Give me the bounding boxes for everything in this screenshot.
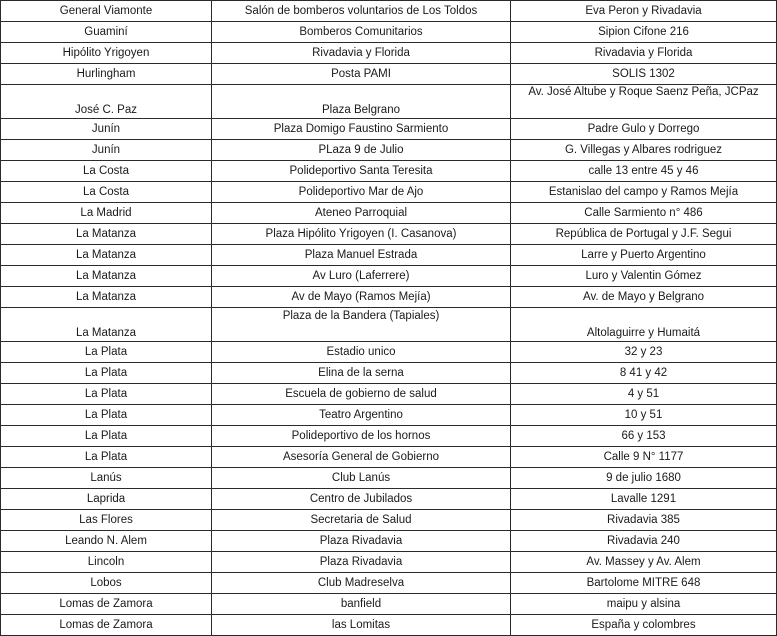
table-row xyxy=(1,594,777,615)
venue-cell: Teatro Argentino xyxy=(212,405,511,426)
venue-cell: Polideportivo de los hornos xyxy=(212,426,511,447)
table-row xyxy=(1,363,777,384)
table-row xyxy=(1,489,777,510)
table-row xyxy=(1,224,777,245)
address-cell: Av. Massey y Av. Alem xyxy=(511,552,777,573)
table-row xyxy=(1,615,777,636)
municipality-cell: Junín xyxy=(1,119,212,140)
municipality-cell: General Viamonte xyxy=(1,1,212,22)
municipality-cell: José C. Paz xyxy=(1,85,212,119)
venue-cell: Salón de bomberos voluntarios de Los Toldos xyxy=(212,1,511,22)
venue-cell: Elina de la serna xyxy=(212,363,511,384)
table-row xyxy=(1,245,777,266)
municipality-cell: La Matanza xyxy=(1,308,212,342)
table-row xyxy=(1,384,777,405)
venue-cell: Escuela de gobierno de salud xyxy=(212,384,511,405)
venue-cell: Secretaria de Salud xyxy=(212,510,511,531)
municipality-cell: La Matanza xyxy=(1,224,212,245)
venue-cell: Rivadavia y Florida xyxy=(212,43,511,64)
table-row xyxy=(1,43,777,64)
address-cell: Altolaguirre y Humaitá xyxy=(511,308,777,342)
table-row xyxy=(1,447,777,468)
municipality-cell: Leando N. Alem xyxy=(1,531,212,552)
table-row xyxy=(1,182,777,203)
municipality-cell: Guaminí xyxy=(1,22,212,43)
municipality-cell: La Costa xyxy=(1,161,212,182)
venue-cell: Bomberos Comunitarios xyxy=(212,22,511,43)
venue-cell: Plaza Hipólito Yrigoyen (I. Casanova) xyxy=(212,224,511,245)
venue-cell: Asesoría General de Gobierno xyxy=(212,447,511,468)
venue-cell: banfield xyxy=(212,594,511,615)
municipality-cell: La Plata xyxy=(1,363,212,384)
table-row xyxy=(1,468,777,489)
table-row xyxy=(1,531,777,552)
municipality-cell: Lanús xyxy=(1,468,212,489)
address-cell: Estanislao del campo y Ramos Mejía xyxy=(511,182,777,203)
table-row xyxy=(1,203,777,224)
table-row xyxy=(1,287,777,308)
table-row xyxy=(1,85,777,119)
address-cell: Av. de Mayo y Belgrano xyxy=(511,287,777,308)
municipality-cell: Junín xyxy=(1,140,212,161)
address-cell: 32 y 23 xyxy=(511,342,777,363)
venue-cell: PLaza 9 de Julio xyxy=(212,140,511,161)
table-row xyxy=(1,510,777,531)
address-cell: Calle Sarmiento n° 486 xyxy=(511,203,777,224)
address-cell: España y colombres xyxy=(511,615,777,636)
venue-cell: Plaza Rivadavia xyxy=(212,552,511,573)
venue-cell: Estadio unico xyxy=(212,342,511,363)
municipality-cell: Hipólito Yrigoyen xyxy=(1,43,212,64)
municipality-cell: La Matanza xyxy=(1,266,212,287)
address-cell: Av. José Altube y Roque Saenz Peña, JCPaz xyxy=(511,85,777,119)
table-row xyxy=(1,161,777,182)
municipality-cell: La Costa xyxy=(1,182,212,203)
table-row xyxy=(1,552,777,573)
address-cell: Bartolome MITRE 648 xyxy=(511,573,777,594)
venue-cell: Ateneo Parroquial xyxy=(212,203,511,224)
venue-cell: Polideportivo Santa Teresita xyxy=(212,161,511,182)
address-cell: Rivadavia y Florida xyxy=(511,43,777,64)
municipality-cell: Lomas de Zamora xyxy=(1,615,212,636)
address-cell: maipu y alsina xyxy=(511,594,777,615)
municipality-cell: Lobos xyxy=(1,573,212,594)
sites-table-body xyxy=(1,1,777,636)
venue-cell: Polideportivo Mar de Ajo xyxy=(212,182,511,203)
municipality-cell: Lincoln xyxy=(1,552,212,573)
address-cell: Sipion Cifone 216 xyxy=(511,22,777,43)
address-cell: 66 y 153 xyxy=(511,426,777,447)
municipality-cell: La Plata xyxy=(1,384,212,405)
municipality-cell: Lomas de Zamora xyxy=(1,594,212,615)
address-cell: 10 y 51 xyxy=(511,405,777,426)
venue-cell: Av de Mayo (Ramos Mejía) xyxy=(212,287,511,308)
address-cell: Lavalle 1291 xyxy=(511,489,777,510)
table-row xyxy=(1,573,777,594)
address-cell: Calle 9 N° 1177 xyxy=(511,447,777,468)
address-cell: G. Villegas y Albares rodriguez xyxy=(511,140,777,161)
venue-cell: Av Luro (Laferrere) xyxy=(212,266,511,287)
venue-cell: Centro de Jubilados xyxy=(212,489,511,510)
table-row xyxy=(1,22,777,43)
table-row xyxy=(1,1,777,22)
address-cell: República de Portugal y J.F. Segui xyxy=(511,224,777,245)
table-row xyxy=(1,405,777,426)
address-cell: Eva Peron y Rivadavia xyxy=(511,1,777,22)
address-cell: 8 41 y 42 xyxy=(511,363,777,384)
address-cell: calle 13 entre 45 y 46 xyxy=(511,161,777,182)
table-row xyxy=(1,426,777,447)
table-row xyxy=(1,64,777,85)
venue-cell: Plaza Rivadavia xyxy=(212,531,511,552)
municipality-cell: La Madrid xyxy=(1,203,212,224)
address-cell: SOLIS 1302 xyxy=(511,64,777,85)
municipality-cell: La Plata xyxy=(1,405,212,426)
address-cell: 4 y 51 xyxy=(511,384,777,405)
venue-cell: Plaza Domigo Faustino Sarmiento xyxy=(212,119,511,140)
municipality-cell: La Plata xyxy=(1,342,212,363)
address-cell: Rivadavia 385 xyxy=(511,510,777,531)
venue-cell: las Lomitas xyxy=(212,615,511,636)
municipality-cell: Hurlingham xyxy=(1,64,212,85)
table-row xyxy=(1,308,777,342)
venue-cell: Posta PAMI xyxy=(212,64,511,85)
table-row xyxy=(1,140,777,161)
municipality-cell: La Plata xyxy=(1,426,212,447)
address-cell: Larre y Puerto Argentino xyxy=(511,245,777,266)
address-cell: Padre Gulo y Dorrego xyxy=(511,119,777,140)
address-cell: 9 de julio 1680 xyxy=(511,468,777,489)
municipality-cell: Las Flores xyxy=(1,510,212,531)
venue-cell: Plaza Manuel Estrada xyxy=(212,245,511,266)
table-row xyxy=(1,119,777,140)
table-row xyxy=(1,266,777,287)
venue-cell: Club Madreselva xyxy=(212,573,511,594)
municipality-cell: Laprida xyxy=(1,489,212,510)
address-cell: Luro y Valentin Gómez xyxy=(511,266,777,287)
municipality-cell: La Plata xyxy=(1,447,212,468)
venue-cell: Club Lanús xyxy=(212,468,511,489)
address-cell: Rivadavia 240 xyxy=(511,531,777,552)
municipality-cell: La Matanza xyxy=(1,287,212,308)
table-row xyxy=(1,342,777,363)
venue-cell: Plaza Belgrano xyxy=(212,85,511,119)
venue-cell: Plaza de la Bandera (Tapiales) xyxy=(212,308,511,342)
municipality-cell: La Matanza xyxy=(1,245,212,266)
